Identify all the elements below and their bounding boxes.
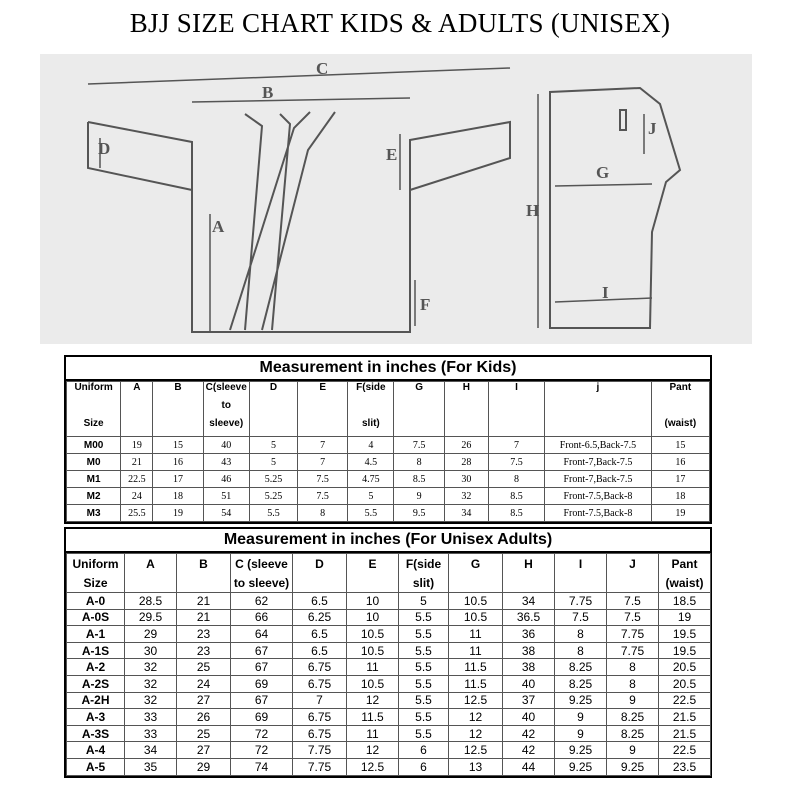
value-cell: 36	[503, 626, 555, 643]
value-cell: 43	[203, 454, 249, 471]
col-header: H	[503, 554, 555, 574]
col-header: Uniform	[67, 382, 121, 401]
value-cell: 9.5	[394, 505, 444, 522]
value-cell: 51	[203, 488, 249, 505]
value-cell: 11.5	[449, 659, 503, 676]
value-cell: 5.5	[399, 725, 449, 742]
value-cell: 7.5	[394, 437, 444, 454]
value-cell: 10.5	[347, 626, 399, 643]
value-cell: 9	[555, 725, 607, 742]
value-cell: 67	[231, 692, 293, 709]
value-cell: 35	[125, 758, 177, 775]
value-cell: 9	[607, 692, 659, 709]
value-cell: 29	[177, 758, 231, 775]
value-cell: 7.75	[293, 758, 347, 775]
value-cell: 18	[153, 488, 203, 505]
value-cell: 8	[607, 659, 659, 676]
value-cell: 7.75	[293, 742, 347, 759]
size-cell: A-1S	[67, 642, 125, 659]
value-cell: Front-7,Back-7.5	[545, 454, 651, 471]
value-cell: 5.25	[249, 471, 297, 488]
value-cell: 15	[153, 437, 203, 454]
table-row	[67, 626, 711, 643]
col-header: B	[177, 554, 231, 574]
value-cell: 25	[177, 659, 231, 676]
value-cell: 24	[177, 675, 231, 692]
gi-diagram	[40, 54, 752, 344]
value-cell: 11.5	[347, 709, 399, 726]
col-header: I	[555, 554, 607, 574]
value-cell: 4.75	[348, 471, 394, 488]
table-row	[67, 437, 710, 454]
value-cell: 16	[153, 454, 203, 471]
value-cell: 8.25	[607, 725, 659, 742]
value-cell: 7	[298, 437, 348, 454]
value-cell: Front-6.5,Back-7.5	[545, 437, 651, 454]
value-cell: 19	[121, 437, 153, 454]
value-cell: 37	[503, 692, 555, 709]
value-cell: 26	[177, 709, 231, 726]
size-cell: A-1	[67, 626, 125, 643]
value-cell: 6.5	[293, 626, 347, 643]
col-header: Size	[67, 573, 125, 593]
value-cell: 7.5	[298, 488, 348, 505]
size-cell: A-5	[67, 758, 125, 775]
size-cell: A-0S	[67, 609, 125, 626]
value-cell: 27	[177, 742, 231, 759]
adults-table-title: Measurement in inches (For Unisex Adults)	[66, 529, 710, 553]
value-cell: 8.25	[555, 675, 607, 692]
value-cell: 22.5	[121, 471, 153, 488]
value-cell: 72	[231, 725, 293, 742]
value-cell: 32	[125, 692, 177, 709]
value-cell: 17	[153, 471, 203, 488]
size-cell: M00	[67, 437, 121, 454]
table-row	[67, 488, 710, 505]
value-cell: 24	[121, 488, 153, 505]
table-row	[67, 742, 711, 759]
value-cell: 33	[125, 709, 177, 726]
table-row	[67, 609, 711, 626]
col-header: G	[394, 382, 444, 401]
value-cell: 32	[125, 675, 177, 692]
value-cell: 12.5	[449, 742, 503, 759]
value-cell: 6.5	[293, 642, 347, 659]
col-header: I	[488, 382, 544, 401]
value-cell: 7.75	[607, 642, 659, 659]
col-header: Size	[67, 418, 121, 437]
label-j: J	[648, 119, 657, 138]
value-cell: 21.5	[659, 709, 711, 726]
value-cell: 27	[177, 692, 231, 709]
value-cell: 29.5	[125, 609, 177, 626]
value-cell: 12.5	[449, 692, 503, 709]
value-cell: 69	[231, 675, 293, 692]
value-cell: 26	[444, 437, 488, 454]
value-cell: Front-7.5,Back-8	[545, 488, 651, 505]
value-cell: 6.75	[293, 709, 347, 726]
value-cell: 34	[503, 593, 555, 610]
label-f: F	[420, 295, 431, 314]
value-cell: 8	[298, 505, 348, 522]
value-cell: 5	[249, 437, 297, 454]
col-header: slit)	[399, 573, 449, 593]
value-cell: 4.5	[348, 454, 394, 471]
col-header: (waist)	[651, 418, 709, 437]
value-cell: 12	[347, 742, 399, 759]
value-cell: 21	[177, 593, 231, 610]
value-cell: 11	[449, 626, 503, 643]
size-cell: A-3S	[67, 725, 125, 742]
value-cell: 10.5	[449, 609, 503, 626]
value-cell: 6.75	[293, 675, 347, 692]
value-cell: 20.5	[659, 675, 711, 692]
value-cell: 72	[231, 742, 293, 759]
value-cell: 17	[651, 471, 709, 488]
col-header: G	[449, 554, 503, 574]
table-row	[67, 642, 711, 659]
value-cell: 8.5	[394, 471, 444, 488]
value-cell: 21	[177, 609, 231, 626]
value-cell: 23	[177, 642, 231, 659]
value-cell: 62	[231, 593, 293, 610]
value-cell: 28.5	[125, 593, 177, 610]
value-cell: 21.5	[659, 725, 711, 742]
table-row	[67, 593, 711, 610]
value-cell: 8.25	[607, 709, 659, 726]
table-row	[67, 758, 711, 775]
value-cell: 9.25	[555, 692, 607, 709]
value-cell: 19.5	[659, 642, 711, 659]
value-cell: 5.5	[399, 609, 449, 626]
value-cell: 7.5	[607, 609, 659, 626]
value-cell: 9	[607, 742, 659, 759]
value-cell: 8	[394, 454, 444, 471]
value-cell: 7.5	[555, 609, 607, 626]
page-title: BJJ SIZE CHART KIDS & ADULTS (UNISEX)	[129, 8, 671, 38]
table-row	[67, 505, 710, 522]
value-cell: 13	[449, 758, 503, 775]
value-cell: 40	[503, 709, 555, 726]
col-header: H	[444, 382, 488, 401]
size-cell: A-2	[67, 659, 125, 676]
kids-header-row	[67, 382, 710, 401]
size-cell: M1	[67, 471, 121, 488]
value-cell: 19	[651, 505, 709, 522]
value-cell: 67	[231, 642, 293, 659]
value-cell: 44	[503, 758, 555, 775]
value-cell: 30	[444, 471, 488, 488]
value-cell: 42	[503, 725, 555, 742]
table-row	[67, 725, 711, 742]
value-cell: 32	[125, 659, 177, 676]
col-header: j	[545, 382, 651, 401]
value-cell: 15	[651, 437, 709, 454]
adults-size-table	[64, 527, 712, 778]
col-header: (waist)	[659, 573, 711, 593]
value-cell: 8	[488, 471, 544, 488]
col-header: A	[125, 554, 177, 574]
col-header: sleeve)	[203, 418, 249, 437]
label-g: G	[596, 163, 610, 182]
value-cell: 20.5	[659, 659, 711, 676]
value-cell: 11	[449, 642, 503, 659]
value-cell: 38	[503, 659, 555, 676]
value-cell: 4	[348, 437, 394, 454]
col-header: F(side	[348, 382, 394, 401]
value-cell: 10	[347, 593, 399, 610]
value-cell: 9.25	[607, 758, 659, 775]
col-header: D	[293, 554, 347, 574]
value-cell: 7.75	[607, 626, 659, 643]
value-cell: 54	[203, 505, 249, 522]
col-header: A	[121, 382, 153, 401]
value-cell: 10.5	[347, 675, 399, 692]
value-cell: 5	[399, 593, 449, 610]
value-cell: 38	[503, 642, 555, 659]
value-cell: 8.5	[488, 488, 544, 505]
col-header: C (sleeve	[231, 554, 293, 574]
value-cell: 7.5	[488, 454, 544, 471]
value-cell: 5.5	[399, 659, 449, 676]
table-row	[67, 709, 711, 726]
value-cell: 19	[659, 609, 711, 626]
table-row	[67, 659, 711, 676]
value-cell: 19	[153, 505, 203, 522]
size-cell: A-4	[67, 742, 125, 759]
value-cell: 10	[347, 609, 399, 626]
value-cell: 22.5	[659, 742, 711, 759]
value-cell: 40	[503, 675, 555, 692]
value-cell: 46	[203, 471, 249, 488]
value-cell: 32	[444, 488, 488, 505]
value-cell: 9.25	[555, 758, 607, 775]
value-cell: 6	[399, 758, 449, 775]
col-header: Pant	[659, 554, 711, 574]
value-cell: 18.5	[659, 593, 711, 610]
value-cell: 29	[125, 626, 177, 643]
value-cell: 12.5	[347, 758, 399, 775]
value-cell: 5.5	[399, 692, 449, 709]
value-cell: 7	[293, 692, 347, 709]
value-cell: 5.5	[399, 709, 449, 726]
col-header: C(sleeve	[203, 382, 249, 401]
value-cell: 36.5	[503, 609, 555, 626]
value-cell: 5.5	[399, 626, 449, 643]
value-cell: 5.5	[249, 505, 297, 522]
value-cell: 25	[177, 725, 231, 742]
value-cell: 12	[347, 692, 399, 709]
value-cell: 22.5	[659, 692, 711, 709]
value-cell: 33	[125, 725, 177, 742]
value-cell: 23	[177, 626, 231, 643]
label-a: A	[212, 217, 225, 236]
col-header: B	[153, 382, 203, 401]
value-cell: Front-7.5,Back-8	[545, 505, 651, 522]
size-cell: M2	[67, 488, 121, 505]
label-d: D	[98, 139, 111, 158]
col-header: to	[203, 400, 249, 418]
value-cell: 8	[555, 642, 607, 659]
size-cell: A-0	[67, 593, 125, 610]
size-cell: M0	[67, 454, 121, 471]
value-cell: 5	[249, 454, 297, 471]
col-header: D	[249, 382, 297, 401]
value-cell: 74	[231, 758, 293, 775]
value-cell: 23.5	[659, 758, 711, 775]
value-cell: 6.25	[293, 609, 347, 626]
col-header: Pant	[651, 382, 709, 401]
value-cell: 42	[503, 742, 555, 759]
value-cell: 5.5	[348, 505, 394, 522]
value-cell: 7.5	[607, 593, 659, 610]
value-cell: 28	[444, 454, 488, 471]
value-cell: 69	[231, 709, 293, 726]
col-header: to sleeve)	[231, 573, 293, 593]
kids-table-title: Measurement in inches (For Kids)	[66, 357, 710, 381]
value-cell: 16	[651, 454, 709, 471]
value-cell: 9	[555, 709, 607, 726]
col-header: Uniform	[67, 554, 125, 574]
value-cell: 8.5	[488, 505, 544, 522]
label-h: H	[526, 201, 540, 220]
col-header: E	[347, 554, 399, 574]
value-cell: 7.75	[555, 593, 607, 610]
label-c: C	[316, 59, 329, 78]
value-cell: 12	[449, 709, 503, 726]
value-cell: Front-7,Back-7.5	[545, 471, 651, 488]
value-cell: 10.5	[347, 642, 399, 659]
value-cell: 34	[125, 742, 177, 759]
value-cell: 66	[231, 609, 293, 626]
value-cell: 7	[488, 437, 544, 454]
value-cell: 5.5	[399, 675, 449, 692]
value-cell: 67	[231, 659, 293, 676]
value-cell: 9.25	[555, 742, 607, 759]
value-cell: 11	[347, 659, 399, 676]
value-cell: 30	[125, 642, 177, 659]
value-cell: 6	[399, 742, 449, 759]
label-i: I	[602, 283, 609, 302]
value-cell: 18	[651, 488, 709, 505]
col-header: J	[607, 554, 659, 574]
value-cell: 25.5	[121, 505, 153, 522]
size-cell: A-2S	[67, 675, 125, 692]
value-cell: 5	[348, 488, 394, 505]
value-cell: 7	[298, 454, 348, 471]
size-cell: A-2H	[67, 692, 125, 709]
label-b: B	[262, 83, 274, 102]
value-cell: 8	[607, 675, 659, 692]
value-cell: 6.75	[293, 725, 347, 742]
value-cell: 7.5	[298, 471, 348, 488]
value-cell: 8.25	[555, 659, 607, 676]
table-row	[67, 471, 710, 488]
value-cell: 10.5	[449, 593, 503, 610]
value-cell: 21	[121, 454, 153, 471]
value-cell: 5.5	[399, 642, 449, 659]
value-cell: 6.75	[293, 659, 347, 676]
value-cell: 64	[231, 626, 293, 643]
value-cell: 11.5	[449, 675, 503, 692]
value-cell: 40	[203, 437, 249, 454]
col-header: F(side	[399, 554, 449, 574]
col-header: E	[298, 382, 348, 401]
value-cell: 6.5	[293, 593, 347, 610]
value-cell: 8	[555, 626, 607, 643]
size-cell: A-3	[67, 709, 125, 726]
value-cell: 9	[394, 488, 444, 505]
value-cell: 5.25	[249, 488, 297, 505]
col-header: slit)	[348, 418, 394, 437]
adults-header-row	[67, 554, 711, 574]
value-cell: 34	[444, 505, 488, 522]
table-row	[67, 692, 711, 709]
table-row	[67, 675, 711, 692]
value-cell: 12	[449, 725, 503, 742]
label-e: E	[386, 145, 398, 164]
value-cell: 19.5	[659, 626, 711, 643]
size-cell: M3	[67, 505, 121, 522]
value-cell: 11	[347, 725, 399, 742]
table-row	[67, 454, 710, 471]
kids-size-table	[64, 355, 712, 524]
